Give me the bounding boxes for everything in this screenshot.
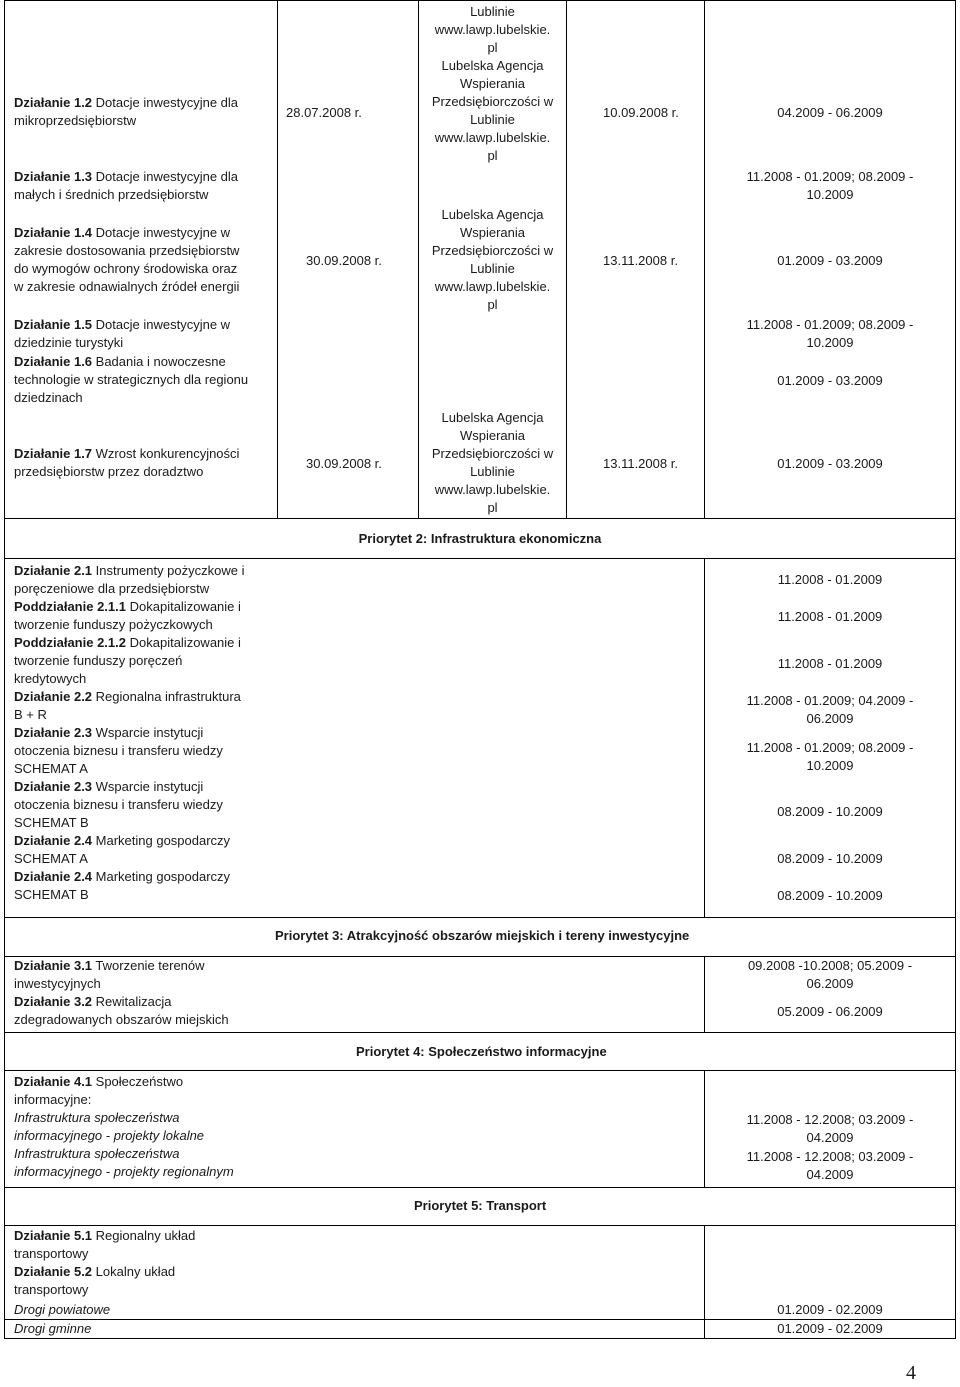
period-cell: 11.2008 - 12.2008; 03.2009 - 04.2009 bbox=[746, 1112, 914, 1145]
sub-action-label: Drogi powiatowe bbox=[14, 1302, 111, 1317]
action-cell: Działanie 1.6 Badania i nowoczesne technologie w strategicznych dla regionu dziedzinach bbox=[14, 354, 249, 405]
priority-2-title: Priorytet 2: Infrastruktura ekonomiczna bbox=[358, 531, 602, 546]
period-cell: 01.2009 - 02.2009 bbox=[777, 1321, 883, 1336]
priority-5-title: Priorytet 5: Transport bbox=[414, 1198, 547, 1213]
institution-cell: Lubelska Agencja Wspierania Przedsiębiorczości w Lublinie www.lawp.lubelskie. pl bbox=[431, 410, 554, 515]
period-cell: 11.2008 - 12.2008; 03.2009 - 04.2009 bbox=[746, 1149, 914, 1182]
row-divider bbox=[4, 917, 956, 918]
action-cell: Działanie 1.4 Dotacje inwestycyjne w zakresie dostosowania przedsiębiorstw do wymogów ochrony środowiska oraz w zakresie odnawialnych źródeł energii bbox=[14, 225, 240, 294]
priority-3-title: Priorytet 3: Atrakcyjność obszarów miejskich i tereny inwestycyjne bbox=[275, 928, 690, 943]
action-cell: Działanie 1.5 Dotacje inwestycyjne w dziedzinie turystyki bbox=[14, 317, 231, 350]
call-date: 13.11.2008 r. bbox=[603, 456, 678, 471]
call-date: 13.11.2008 r. bbox=[603, 253, 678, 268]
table-border-left bbox=[4, 0, 5, 1338]
period-cell: 01.2009 - 03.2009 bbox=[777, 456, 883, 471]
period-cell: 11.2008 - 01.2009 bbox=[777, 656, 883, 671]
action-cell: Działanie 2.1 Instrumenty pożyczkowe i poręczeniowe dla przedsiębiorstw Poddziałanie 2.1.1 Dokapitalizowanie i tworzenie funduszy pożyczkowych Poddziałanie 2.1.2 Dokapitalizowanie i tworzenie funduszy poręczeń kredytowych Działanie 2.2 Regionalna infrastruktura B + R Działanie 2.3 Wsparcie instytucji otoczenia biznesu i transferu wiedzy SCHEMAT A Działanie 2.3 Wsparcie instytucji otoczenia biznesu i transferu wiedzy SCHEMAT B Działanie 2.4 Marketing gospodarczy SCHEMAT A Działanie 2.4 Marketing gospodarczy SCHEMAT B bbox=[14, 563, 245, 902]
action-cell: Działanie 1.2 Dotacje inwestycyjne dla mikroprzedsiębiorstw bbox=[14, 95, 239, 128]
row-divider bbox=[4, 1070, 956, 1071]
action-cell: Działanie 1.7 Wzrost konkurencyjności przedsiębiorstw przez doradztwo bbox=[14, 446, 240, 479]
period-cell: 01.2009 - 03.2009 bbox=[777, 373, 883, 388]
sub-action-label: Drogi gminne bbox=[14, 1321, 92, 1336]
period-cell: 11.2008 - 01.2009; 08.2009 - 10.2009 bbox=[746, 317, 914, 350]
period-cell: 11.2008 - 01.2009; 04.2009 - 06.2009 bbox=[746, 693, 914, 726]
action-cell: Działanie 5.1 Regionalny układ transportowy Działanie 5.2 Lokalny układ transportowy bbox=[14, 1228, 196, 1297]
period-cell: 05.2009 - 06.2009 bbox=[777, 1004, 883, 1019]
announce-date: 28.07.2008 r. bbox=[286, 105, 362, 120]
table-border-right bbox=[955, 0, 956, 1338]
row-divider bbox=[4, 518, 956, 519]
call-date: 10.09.2008 r. bbox=[603, 105, 679, 120]
page-number: 4 bbox=[906, 1362, 916, 1384]
period-cell: 11.2008 - 01.2009; 08.2009 - 10.2009 bbox=[746, 169, 914, 202]
priority-4-title: Priorytet 4: Społeczeństwo informacyjne bbox=[356, 1044, 607, 1059]
period-cell: 11.2008 - 01.2009; 08.2009 - 10.2009 bbox=[746, 740, 914, 773]
period-cell: 11.2008 - 01.2009 bbox=[777, 572, 883, 587]
institution-cell: Lublinie www.lawp.lubelskie. pl Lubelska Agencja Wspierania Przedsiębiorczości w Lublinie www.lawp.lubelskie. pl bbox=[431, 4, 554, 163]
period-cell: 09.2008 -10.2008; 05.2009 - 06.2009 bbox=[747, 958, 913, 991]
action-cell: Działanie 1.3 Dotacje inwestycyjne dla małych i średnich przedsiębiorstw bbox=[14, 169, 239, 202]
period-cell: 08.2009 - 10.2009 bbox=[777, 804, 883, 819]
announce-date: 30.09.2008 r. bbox=[306, 253, 382, 268]
action-cell: Działanie 3.1 Tworzenie terenów inwestycyjnych Działanie 3.2 Rewitalizacja zdegradowanych obszarów miejskich bbox=[14, 958, 229, 1027]
period-cell: 01.2009 - 02.2009 bbox=[777, 1302, 883, 1317]
table-border-top bbox=[4, 0, 956, 1]
row-divider bbox=[4, 558, 956, 559]
period-cell: 11.2008 - 01.2009 bbox=[777, 609, 883, 624]
period-cell: 01.2009 - 03.2009 bbox=[777, 253, 883, 268]
action-cell: Działanie 4.1 Społeczeństwo informacyjne: Infrastruktura społeczeństwa informacyjnego - projekty lokalne Infrastruktura społeczeństwa informacyjnego - projekty regionalnym bbox=[14, 1074, 234, 1179]
period-cell: 08.2009 - 10.2009 bbox=[777, 851, 883, 866]
period-cell: 04.2009 - 06.2009 bbox=[777, 105, 883, 120]
row-divider bbox=[4, 1225, 956, 1226]
row-divider bbox=[4, 1187, 956, 1188]
col-divider bbox=[277, 0, 278, 518]
period-cell: 08.2009 - 10.2009 bbox=[777, 888, 883, 903]
table-border-bottom bbox=[4, 1338, 956, 1339]
col-divider bbox=[566, 0, 567, 518]
institution-cell: Lubelska Agencja Wspierania Przedsiębiorczości w Lublinie www.lawp.lubelskie. pl bbox=[431, 207, 554, 312]
announce-date: 30.09.2008 r. bbox=[306, 456, 382, 471]
row-divider bbox=[4, 1032, 956, 1033]
